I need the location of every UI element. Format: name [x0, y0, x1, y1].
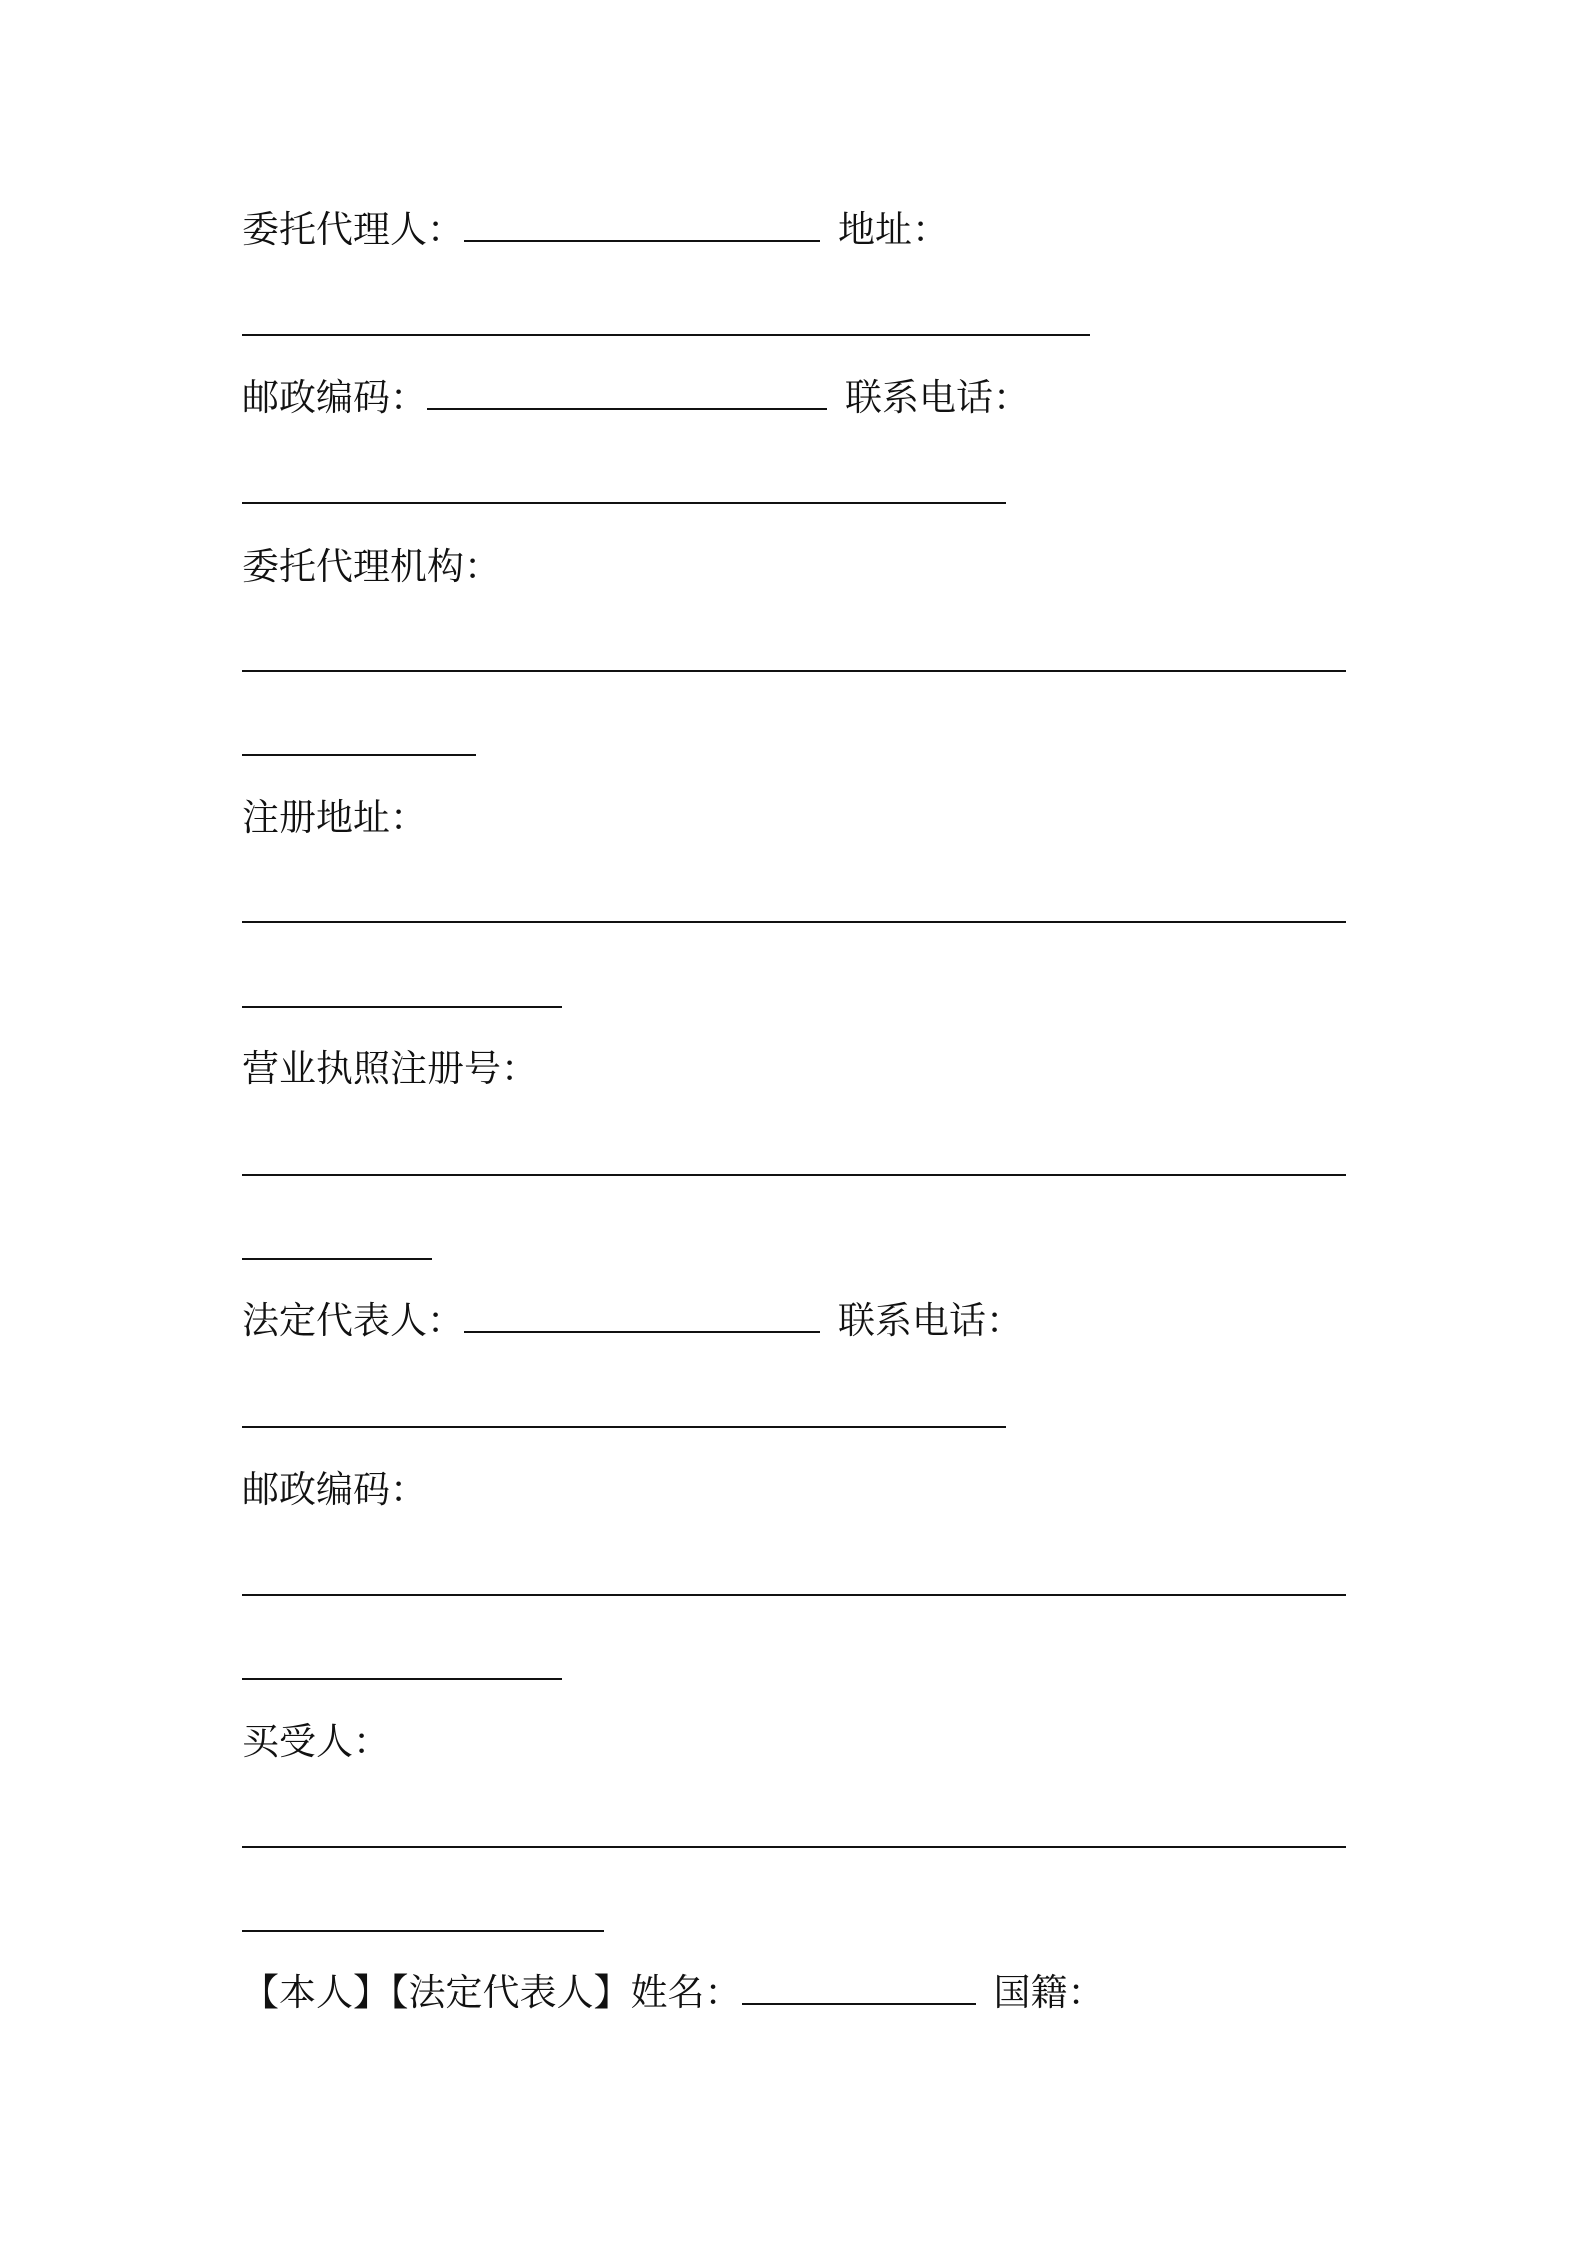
postal-code-field-1[interactable] — [427, 374, 827, 410]
postal-code-field-2-line-1[interactable] — [242, 1594, 1346, 1596]
buyer-field-line-1[interactable] — [242, 1846, 1346, 1848]
postal-row-2 — [242, 1466, 427, 1514]
agency-field-line-1[interactable] — [242, 670, 1346, 672]
agent-row — [242, 206, 949, 254]
reg-address-row — [242, 794, 427, 842]
reg-address-label: 注册地址： — [242, 796, 427, 839]
license-field-line-2[interactable] — [242, 1258, 432, 1260]
agent-label: 委托代理人： — [242, 208, 464, 251]
agency-label: 委托代理机构： — [242, 545, 501, 588]
legal-rep-label: 法定代表人： — [242, 1299, 464, 1342]
person-label: 【本人】【法定代表人】姓名： — [242, 1971, 742, 2014]
phone-label-2: 联系电话： — [838, 1299, 1023, 1342]
agent-address-field[interactable] — [242, 334, 1090, 336]
buyer-row — [242, 1718, 390, 1766]
license-field-line-1[interactable] — [242, 1174, 1346, 1176]
license-label: 营业执照注册号： — [242, 1047, 538, 1090]
person-name-field[interactable] — [742, 1969, 976, 2005]
phone-label-1: 联系电话： — [845, 376, 1030, 419]
agency-row — [242, 543, 501, 591]
postal-phone-row-1 — [242, 374, 1030, 422]
nationality-label: 国籍： — [993, 1971, 1105, 2014]
license-row — [242, 1045, 538, 1093]
agent-field[interactable] — [464, 206, 820, 242]
buyer-field-line-2[interactable] — [242, 1930, 604, 1932]
person-row — [242, 1969, 1105, 2017]
agency-field-line-2[interactable] — [242, 754, 476, 756]
phone-field-1[interactable] — [242, 502, 1006, 504]
phone-field-2[interactable] — [242, 1426, 1006, 1428]
legal-rep-field[interactable] — [464, 1297, 820, 1333]
legal-rep-row — [242, 1297, 1023, 1345]
postal-code-label-2: 邮政编码： — [242, 1468, 427, 1511]
reg-address-field-line-2[interactable] — [242, 1006, 562, 1008]
postal-code-field-2-line-2[interactable] — [242, 1678, 562, 1680]
postal-code-label-1: 邮政编码： — [242, 376, 427, 419]
agent-address-label: 地址： — [838, 208, 949, 251]
reg-address-field-line-1[interactable] — [242, 921, 1346, 923]
buyer-label: 买受人： — [242, 1720, 390, 1763]
